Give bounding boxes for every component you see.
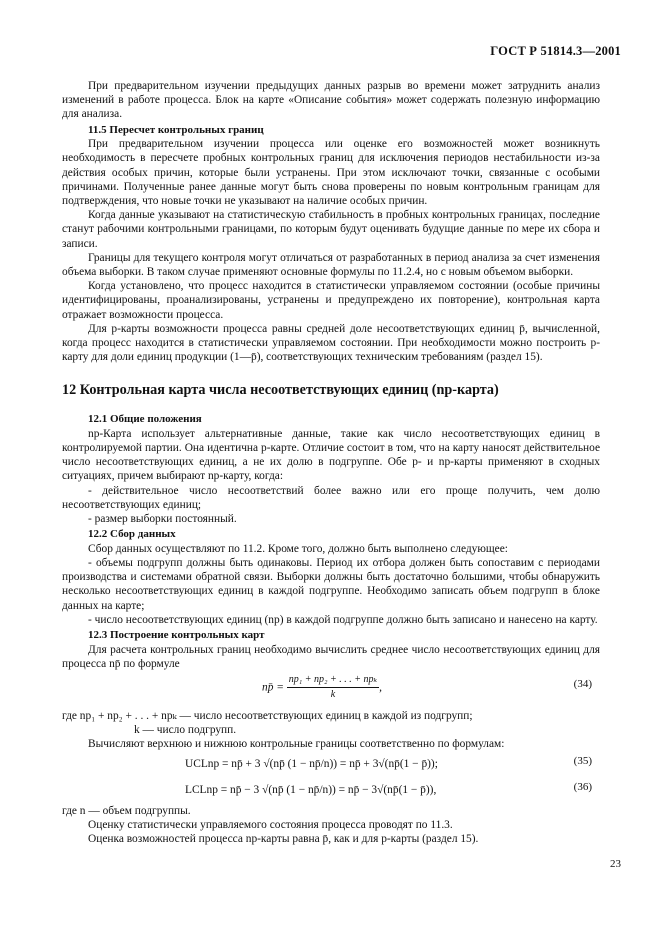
list-item: - действительное число несоответствий более важно или его проще получить, чем долю несоответствующих единиц; [62, 484, 600, 511]
list-item: - размер выборки постоянный. [88, 513, 237, 526]
paragraph: При предварительном изучении предыдущих данных разрыв во времени может затруднить анализ изменений в работе процесса. Блок на карте «Описание события» может содержать полезную информацию для анализа. [62, 80, 600, 121]
paragraph: k — число подгрупп. [134, 724, 237, 737]
formula-lhs: np̄ = [262, 681, 284, 694]
subsection-heading-11-5: 11.5 Пересчет контрольных границ [88, 123, 264, 136]
formula-36 [62, 778, 600, 804]
paragraph: Сбор данных осуществляют по 11.2. Кроме того, должно быть выполнено следующее: [88, 542, 508, 555]
list-item: - число несоответствующих единиц (np) в каждой подгруппе должно быть записано и нанесено на карту. [88, 613, 598, 626]
paragraph: Когда данные указывают на статистическую стабильность в пробных контрольных границах, последние станут рабочими контрольными границами, по которым будут оценивать будущие данные по мере их сбора и записи. [62, 209, 600, 250]
formula-expression: UCLnp = np̄ + 3 √(np̄ (1 − np̄/n)) = np̄ + 3√(np̄(1 − p̄)); [185, 757, 438, 770]
paragraph: Границы для текущего контроля могут отличаться от разработанных в период анализа за счет изменения объема выборки. В таком случае применяют основные формулы по 11.2.4, но с новым объемом выборки. [62, 251, 600, 278]
formula-expression: LCLnp = np̄ − 3 √(np̄ (1 − np̄/n)) = np̄ − 3√(np̄(1 − p̄)), [185, 783, 437, 796]
formula-35 [62, 752, 600, 778]
paragraph: Оценку статистически управляемого состояния процесса проводят по 11.3. [88, 818, 453, 831]
formula-fraction [287, 673, 379, 702]
fraction-numerator: np₁ + np₂ + . . . + npₖ [287, 673, 379, 688]
subsection-heading-12-1: 12.1 Общие положения [88, 413, 202, 426]
subsection-heading-12-3: 12.3 Построение контрольных карт [88, 629, 265, 641]
paragraph: Оценка возможностей процесса np-карты равна p̄, как и для р-карты (раздел 15). [88, 832, 479, 845]
paragraph: Вычисляют верхнюю и нижнюю контрольные границы соответственно по формулам: [88, 738, 505, 751]
formula-number: (34) [573, 677, 592, 690]
fraction-denominator: k [330, 689, 336, 701]
section-heading-12: 12 Контрольная карта числа несоответствующих единиц (np-карта) [62, 382, 499, 399]
paragraph: При предварительном изучении процесса или оценке его возможностей может возникнуть необходимость в пересчете пробных контрольных границ для исключения периодов нестабильности из-за действия особых причин, которые были устранены. При этом исключают точки, связанные с особыми причинами. Полученные ранее данные могут быть снова проверены по новым контрольным границам для подтверждения, что новые точки не указывают на наличие особых причин. [62, 138, 600, 207]
paragraph: Для р-карты возможности процесса равны средней доле несоответствующих единиц p̄, вычисленной, когда процесс находится в статистически управляемом состоянии. При необходимости можно построить р-карту для доли единиц продукции (1—p̄), соответствующих техническим требованиям (раздел 15). [62, 322, 600, 364]
subsection-heading-12-2: 12.2 Сбор данных [88, 528, 176, 541]
paragraph: Когда установлено, что процесс находится в статистически управляемом состоянии (особые причины идентифицированы, проанализированы, устранены и предупреждено их повторение), контрольная карта отражает возможности процесса. [62, 280, 600, 321]
paragraph: где n — объем подгруппы. [62, 804, 191, 817]
page-body [62, 79, 600, 846]
formula-number: (36) [573, 780, 592, 793]
formula-number: (35) [573, 754, 592, 767]
list-item: - объемы подгрупп должны быть одинаковы. Период их отбора должен быть сопоставим с периодами производства и системами обратной связи. Выборки должны быть достаточно большими, чтобы обнаружить несколько несоответствующих единиц в каждой подгруппе. Необходимо записать объем подгрупп в блоке данных на карте; [62, 556, 600, 612]
paragraph: np-Карта использует альтернативные данные, такие как число несоответствующих единиц в контролируемой партии. Она идентична р-карте. Отличие состоит в том, что на карту наносят действительное число несоответствующих единиц, а не их долю в подгруппе. Обе р- и np-карты применяют в сходных ситуациях, причем выбирают np-карту, когда: [62, 427, 600, 483]
running-header: ГОСТ Р 51814.3—2001 [490, 44, 621, 58]
formula-34: np̄ = $\frac{\text{np₁ + np₂ + . . . + npₖ}}{k}$ , (34) [62, 671, 600, 709]
paragraph: где np₁ + np₂ + . . . + npₖ — число несоответствующих единиц в каждой из подгрупп; [62, 709, 473, 722]
page-number: 23 [610, 858, 621, 870]
paragraph: Для расчета контрольных границ необходимо вычислить среднее число несоответствующих единиц для процесса np̄ по формуле [62, 643, 600, 670]
